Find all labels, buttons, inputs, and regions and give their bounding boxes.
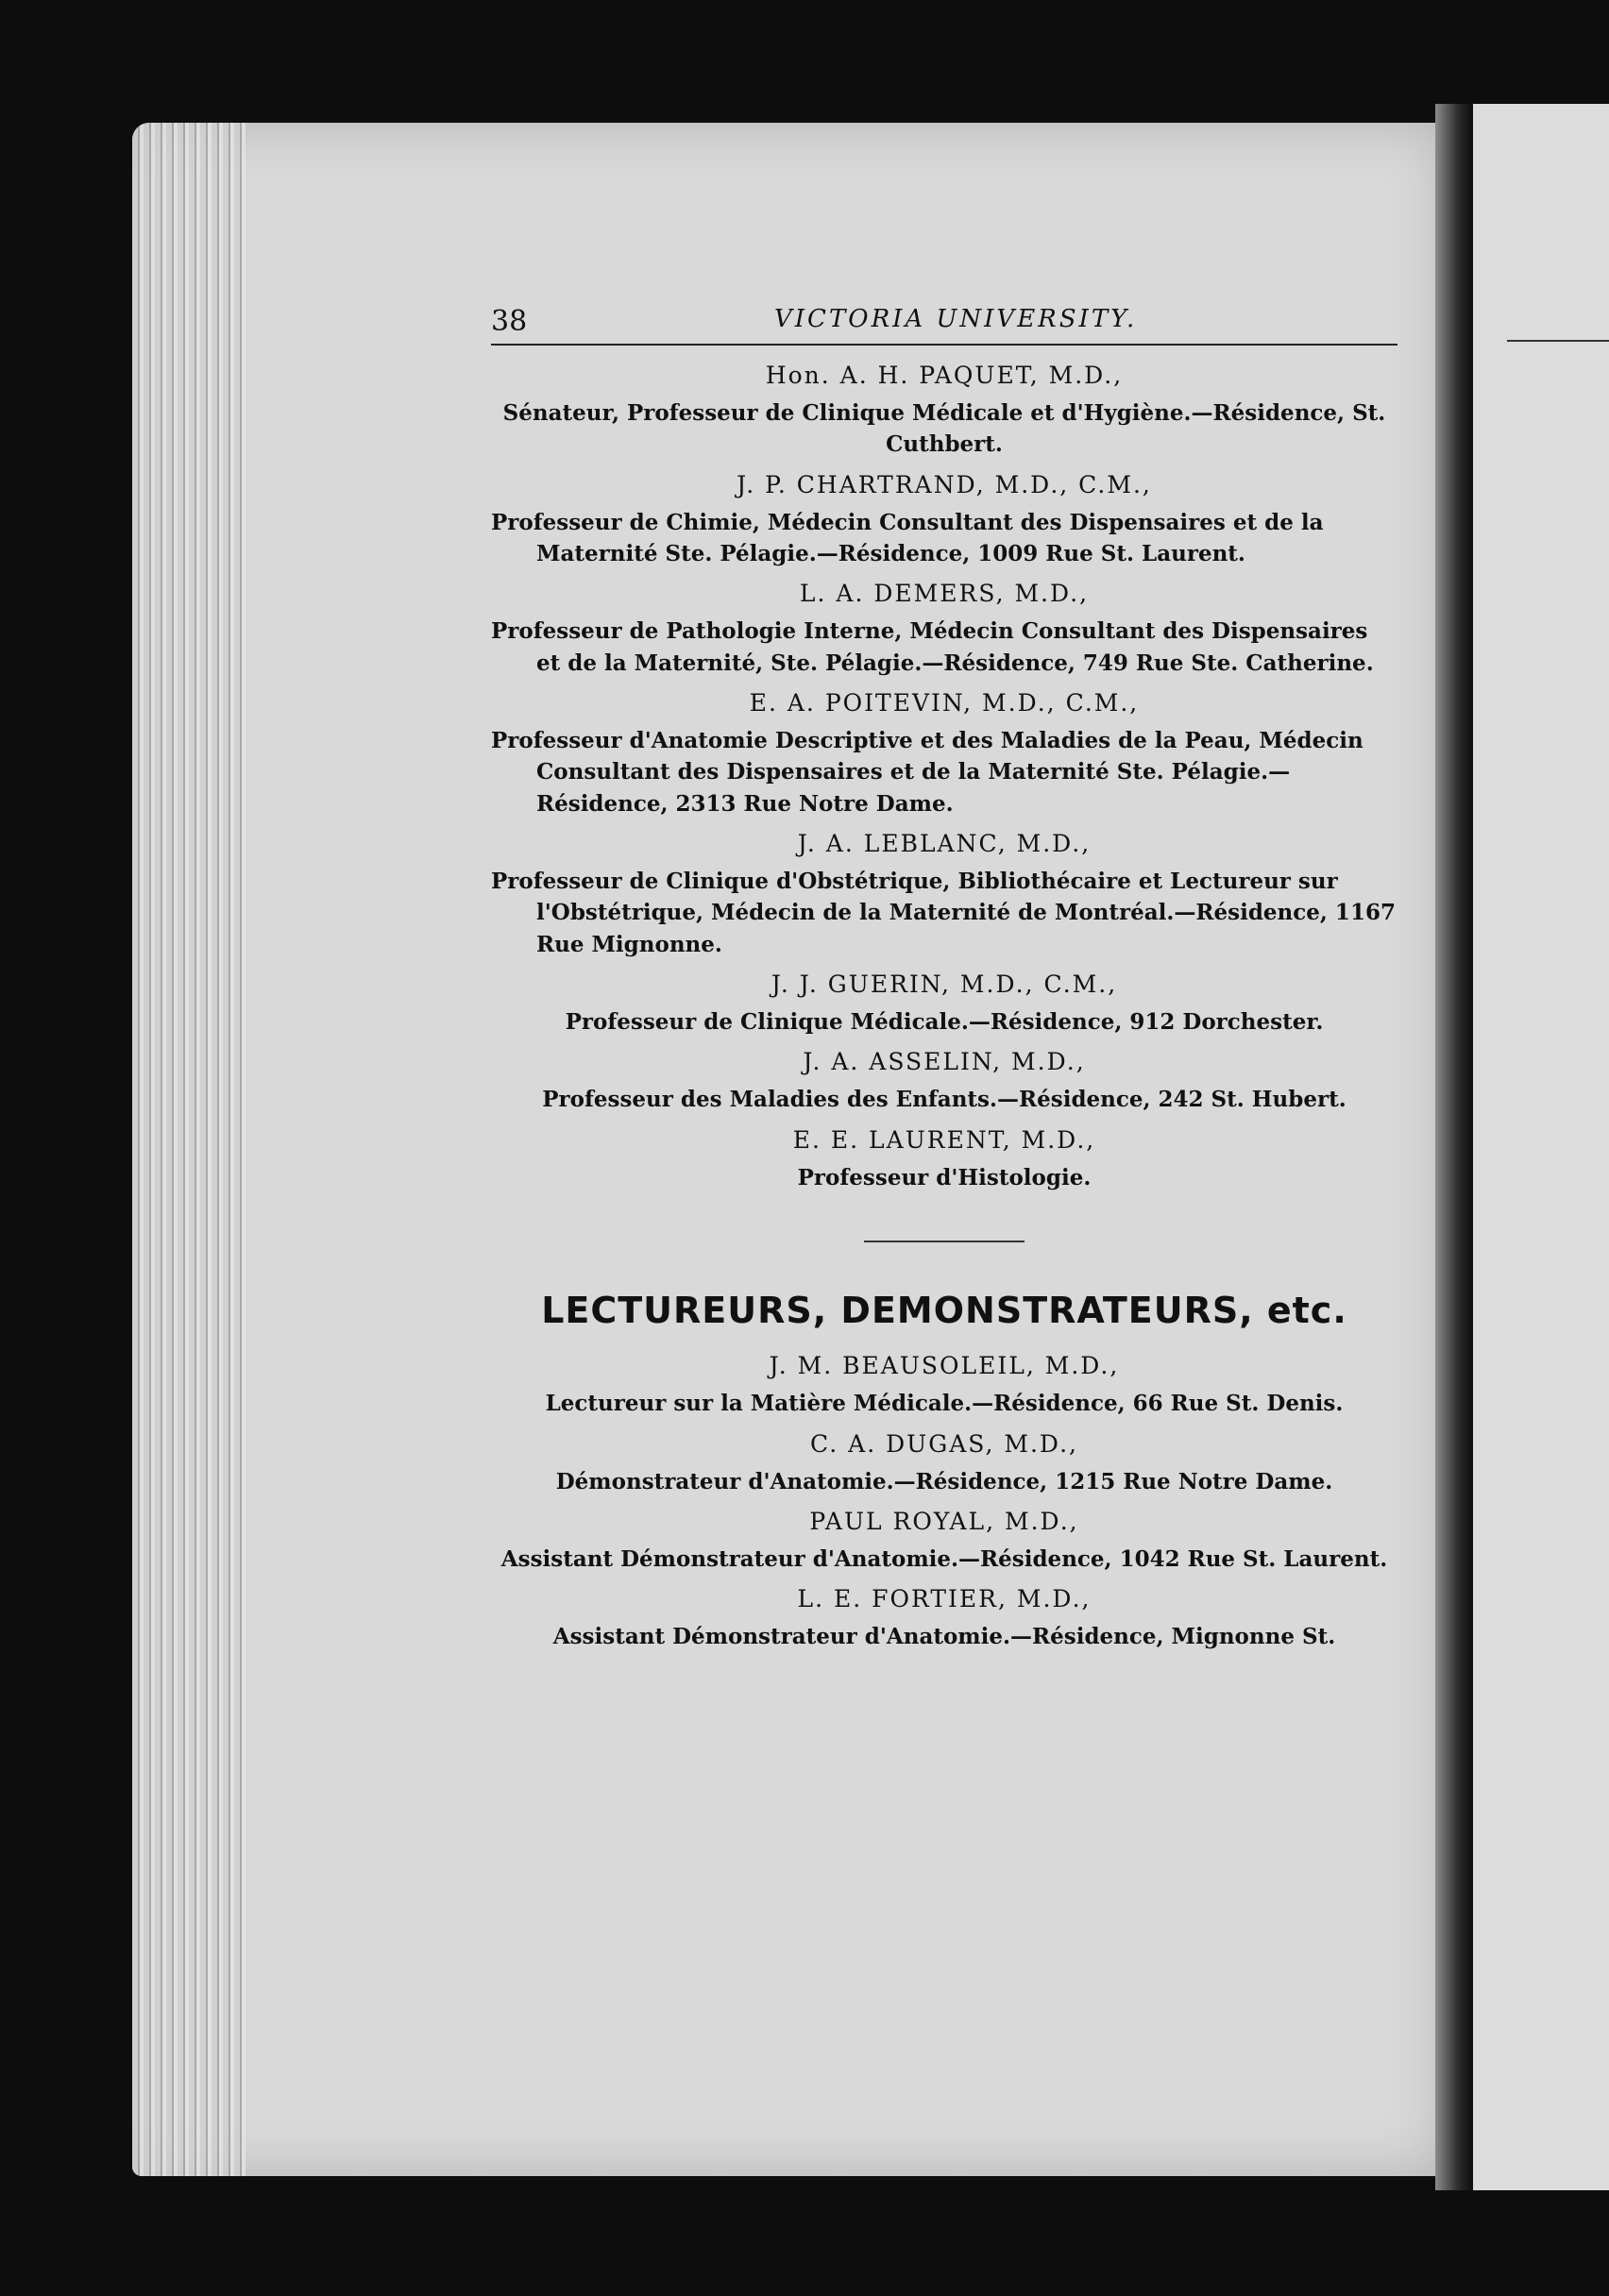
professor-name: J. A. ASSELIN, M.D.,	[803, 1048, 1086, 1076]
right-page	[1473, 104, 1609, 2190]
lecturer-entry	[491, 1582, 1397, 1652]
lecturer-name: J. M. BEAUSOLEIL, M.D.,	[769, 1352, 1120, 1380]
professor-name: L. A. DEMERS, M.D.,	[799, 580, 1090, 608]
lecturer-description: Démonstrateur d'Anatomie.—Résidence, 1215 Rue Notre Dame.	[555, 1468, 1333, 1494]
professor-entry	[491, 1045, 1397, 1115]
professor-entry	[491, 577, 1397, 679]
book-gutter	[1435, 104, 1473, 2190]
lecturer-entry	[491, 1505, 1397, 1575]
professor-name: J. J. GUERIN, M.D., C.M.,	[771, 971, 1118, 999]
professor-description: Professeur des Maladies des Enfants.—Résidence, 242 St. Hubert.	[542, 1087, 1346, 1113]
lecturer-description: Assistant Démonstrateur d'Anatomie.—Résidence, Mignonne St.	[552, 1624, 1336, 1650]
lecturer-name: L. E. FORTIER, M.D.,	[797, 1585, 1092, 1613]
lecturers-heading: LECTUREURS, DEMONSTRATEURS, etc.	[541, 1290, 1347, 1332]
professor-description: Sénateur, Professeur de Clinique Médicale et d'Hygiène.—Résidence, St. Cuthbert.	[502, 400, 1386, 458]
professor-entry	[491, 968, 1397, 1038]
page-number: 38	[491, 305, 528, 338]
professor-description: Professeur de Clinique d'Obstétrique, Bibliothécaire et Lectureur sur l'Obstétrique, Médecin de la Maternité de Montréal.—Résidence, 1167 Rue Mignonne.	[491, 869, 1396, 957]
professor-entry	[491, 1123, 1397, 1193]
professor-description: Professeur de Pathologie Interne, Médecin Consultant des Dispensaires et de la Maternité, Ste. Pélagie.—Résidence, 749 Rue Ste. Catherine.	[491, 618, 1374, 676]
running-head	[491, 302, 1397, 344]
header-rule	[491, 344, 1397, 346]
lecturer-entry	[491, 1349, 1397, 1419]
professor-name: E. A. POITEVIN, M.D., C.M.,	[749, 689, 1140, 718]
lecturer-name: C. A. DUGAS, M.D.,	[810, 1429, 1078, 1458]
page-edges	[132, 123, 246, 2176]
professor-entry	[491, 827, 1397, 960]
professor-description: Professeur d'Histologie.	[797, 1164, 1092, 1190]
professor-entry	[491, 468, 1397, 570]
professor-name: E. E. LAURENT, M.D.,	[792, 1125, 1096, 1154]
professor-description: Professeur d'Anatomie Descriptive et des Maladies de la Peau, Médecin Consultant des Dispensaires et de la Maternité Ste. Pélagie.—Résidence, 2313 Rue Notre Dame.	[491, 728, 1363, 817]
left-page-content	[491, 302, 1397, 1659]
professor-entry	[491, 359, 1397, 461]
lecturer-description: Lectureur sur la Matière Médicale.—Résidence, 66 Rue St. Denis.	[545, 1391, 1344, 1417]
professor-name: J. A. LEBLANC, M.D.,	[797, 830, 1092, 858]
professor-name: Hon. A. H. PAQUET, M.D.,	[765, 362, 1124, 389]
professor-entry	[491, 686, 1397, 819]
lecturer-entry	[491, 1427, 1397, 1497]
running-title: VICTORIA UNIVERSITY.	[774, 305, 1138, 333]
lecturer-description: Assistant Démonstrateur d'Anatomie.—Résidence, 1042 Rue St. Laurent.	[500, 1546, 1388, 1573]
professor-description: Professeur de Chimie, Médecin Consultant des Dispensaires et de la Maternité Ste. Pélagie.—Résidence, 1009 Rue St. Laurent.	[491, 509, 1324, 567]
lecturer-name: PAUL ROYAL, M.D.,	[809, 1508, 1079, 1536]
section-divider	[864, 1241, 1025, 1242]
facing-page-rule	[1507, 340, 1609, 342]
professor-description: Professeur de Clinique Médicale.—Résidence, 912 Dorchester.	[565, 1009, 1324, 1036]
professor-name: J. P. CHARTRAND, M.D., C.M.,	[737, 470, 1152, 498]
